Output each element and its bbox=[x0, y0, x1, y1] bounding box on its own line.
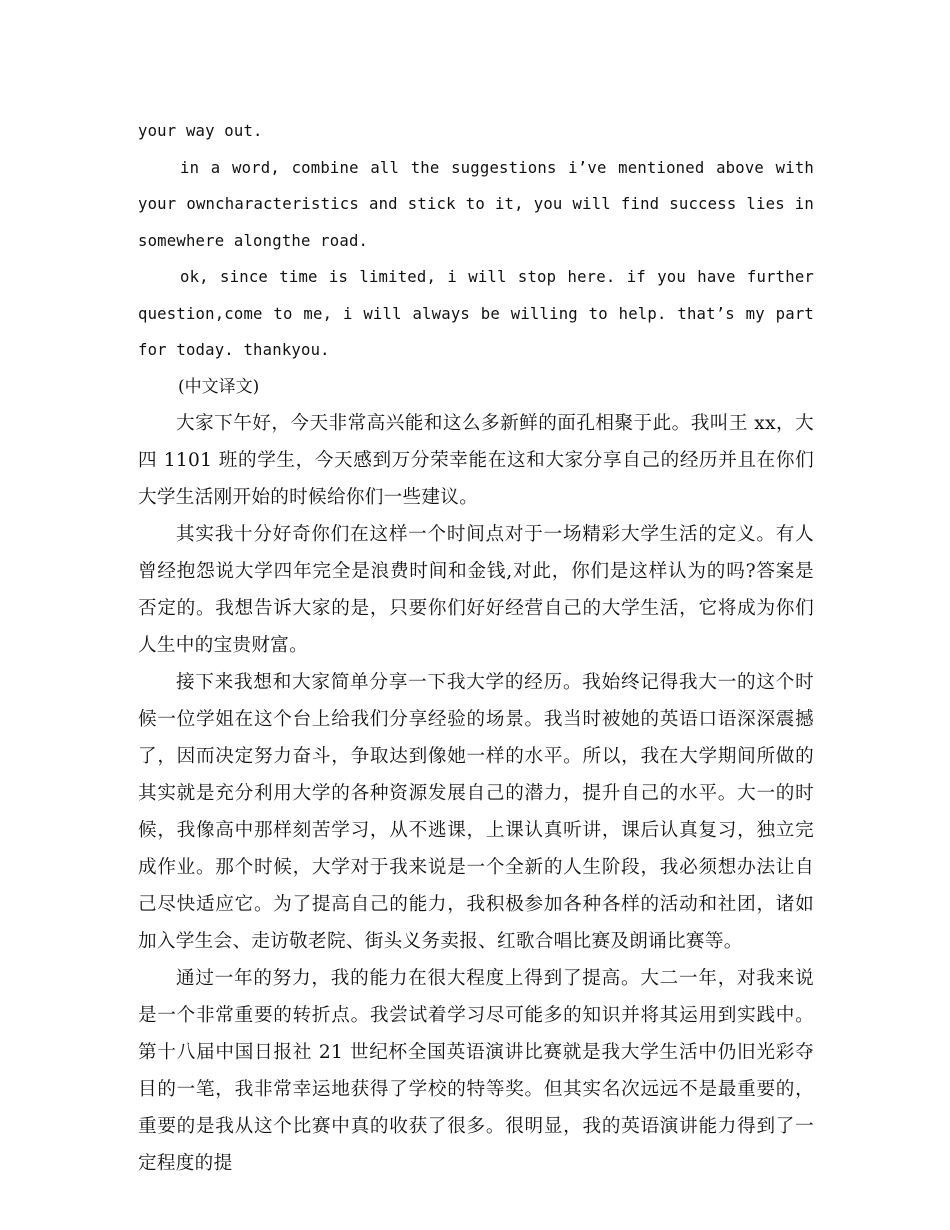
chinese-paragraph-experience: 接下来我想和大家简单分享一下我大学的经历。我始终记得我大一的这个时候一位学姐在这个台上给我们分享经验的场景。我当时被她的英语口语深深震撼了，因而决定努力奋斗，争取达到像她一样的水平。所以，我在大学期间所做的其实就是充分利用大学的各种资源发展自己的潜力，提升自己的水平。大一的时候，我像高中那样刻苦学习，从不逃课，上课认真听讲，课后认真复习，独立完成作业。那个时候，大学对于我来说是一个全新的人生阶段，我必须想办法让自己尽快适应它。为了提高自己的能力，我积极参加各种各样的活动和社团，诸如加入学生会、走访敬老院、街头义务卖报、红歌合唱比赛及朗诵比赛等。 bbox=[138, 672, 814, 952]
chinese-paragraph-second-year: 通过一年的努力，我的能力在很大程度上得到了提高。大二一年，对我来说是一个非常重要的转折点。我尝试着学习尽可能多的知识并将其运用到实践中。第十八届中国日报社 21 世纪杯全国英语演讲比赛就是我大学生活中仍旧光彩夺目的一笔，我非常幸运地获得了学校的特等奖。但其实名次远远不是最重要的，重要的是我从这个比赛中真的收获了很多。很明显，我的英语演讲能力得到了一定程度的提 bbox=[138, 968, 814, 1174]
chinese-paragraph-question: 其实我十分好奇你们在这样一个时间点对于一场精彩大学生活的定义。有人曾经抱怨说大学四年完全是浪费时间和金钱,对此，你们是这样认为的吗?答案是否定的。我想告诉大家的是，只要你们好好经营自己的大学生活，它将成为你们人生中的宝贵财富。 bbox=[138, 524, 814, 656]
chinese-paragraph-greeting: 大家下午好，今天非常高兴能和这么多新鲜的面孔相聚于此。我叫王 xx，大四 1101 班的学生，今天感到万分荣幸能在这和大家分享自己的经历并且在你们大学生活刚开始的时候给你们一些建议。 bbox=[138, 413, 814, 508]
document-page bbox=[138, 113, 814, 1182]
english-paragraph-tail: your way out. bbox=[138, 122, 263, 140]
english-paragraph-closing: ok, since time is limited, i will stop here. if you have further question,come to me, i will always be willing to help. that’s my part for today. thankyou. bbox=[138, 268, 814, 359]
english-paragraph-conclusion: in a word, combine all the suggestions i’ve mentioned above with your owncharacteristics and stick to it, you will find success lies in somewhere alongthe road. bbox=[138, 158, 814, 250]
translation-heading: (中文译文) bbox=[178, 376, 260, 397]
